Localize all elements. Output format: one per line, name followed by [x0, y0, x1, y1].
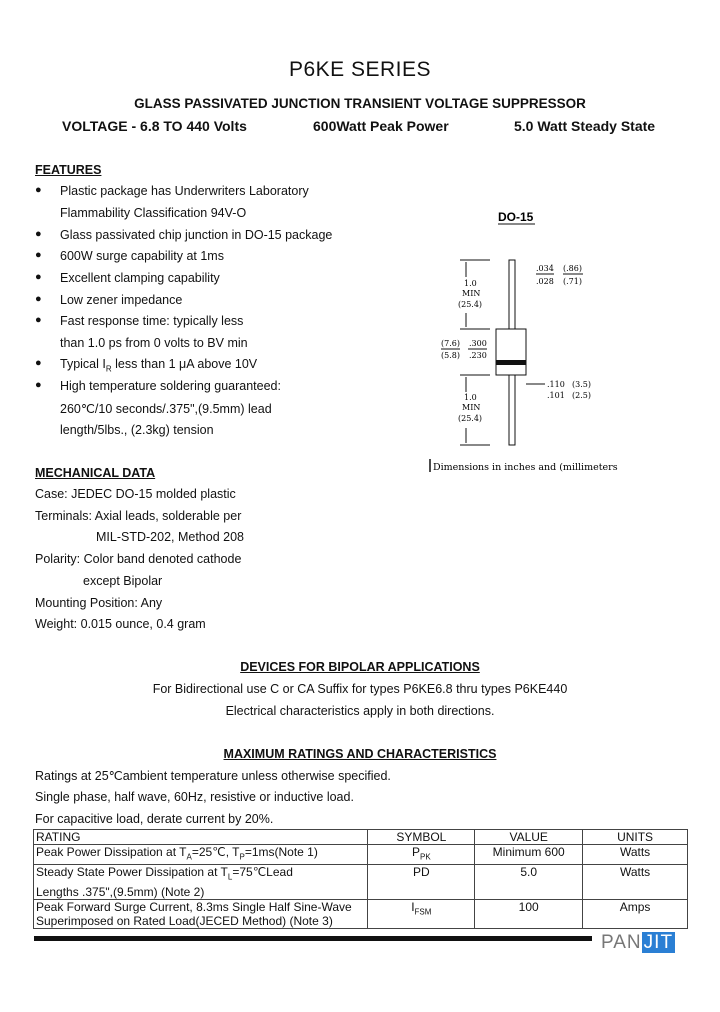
peak-power: 600Watt Peak Power	[313, 118, 449, 134]
feature-item-cont: 260℃/10 seconds/.375",(9.5mm) lead	[60, 402, 272, 416]
bullet-icon: ●	[35, 314, 42, 326]
ratings-note-2: Single phase, half wave, 60Hz, resistive or inductive load.	[35, 790, 354, 804]
units-cell: Watts	[583, 865, 688, 899]
dim-label: MIN	[462, 289, 481, 298]
bullet-icon: ●	[35, 293, 42, 305]
rating-cell: Peak Power Dissipation at $T_A=25℃$, $T_P=1ms(Note$ 1)	[34, 845, 368, 865]
mechanical-heading: MECHANICAL DATA	[35, 466, 156, 480]
dim-label: MIN	[462, 403, 481, 412]
top-lead	[509, 260, 515, 329]
table-row	[34, 845, 688, 865]
bullet-icon: ●	[35, 184, 42, 196]
value-cell: Minimum 600	[475, 845, 583, 865]
feature-item: Typical $I_R$ less than 1 μA above 10V	[60, 357, 258, 374]
dim-label: (25.4)	[458, 300, 483, 309]
units-cell: Amps	[583, 899, 688, 928]
feature-item: High temperature soldering guaranteed:	[60, 379, 281, 393]
bipolar-line-1: For Bidirectional use C or CA Suffix for types P6KE6.8 thru types P6KE440	[152, 682, 568, 696]
dim-label: (.71)	[563, 277, 582, 286]
dim-label: (25.4)	[458, 414, 483, 423]
dim-label: (5.8)	[441, 351, 460, 360]
feature-item: Low zener impedance	[60, 293, 183, 307]
dim-label: 1.0	[464, 279, 477, 288]
symbol-cell: PD	[368, 865, 475, 899]
feature-item-cont: than 1.0 ps from 0 volts to BV min	[60, 336, 248, 350]
ratings-note-3: For capacitive load, derate current by 20%.	[35, 812, 274, 826]
package-label: DO-15	[498, 210, 534, 224]
value-cell: 5.0	[475, 865, 583, 899]
bipolar-heading: DEVICES FOR BIPOLAR APPLICATIONS	[240, 660, 480, 674]
bullet-icon: ●	[35, 249, 42, 261]
ratings-table	[33, 829, 688, 929]
dim-label: (.86)	[563, 264, 582, 273]
value-cell: 100	[475, 899, 583, 928]
footer-rule	[34, 936, 592, 941]
bullet-icon: ●	[35, 228, 42, 240]
feature-item-cont: length/5lbs., (2.3kg) tension	[60, 423, 214, 437]
mech-polarity-cont: except Bipolar	[83, 574, 163, 588]
symbol-cell: $P_{PK}$	[368, 845, 475, 865]
ratings-heading: MAXIMUM RATINGS AND CHARACTERISTICS	[223, 747, 497, 761]
col-header-symbol: SYMBOL	[368, 830, 475, 845]
symbol-cell: $I_{FSM}$	[368, 899, 475, 928]
dim-label: .110	[547, 380, 565, 389]
dim-label: (2.5)	[572, 391, 591, 400]
feature-item: Glass passivated chip junction in DO-15 package	[60, 228, 333, 242]
dim-label: (3.5)	[572, 380, 591, 389]
dim-label: .300	[469, 339, 487, 348]
mech-weight: Weight: 0.015 ounce, 0.4 gram	[35, 617, 206, 631]
ratings-note-1: Ratings at 25℃ambient temperature unless otherwise specified.	[35, 769, 391, 783]
dim-label: 1.0	[464, 393, 477, 402]
mech-mounting: Mounting Position: Any	[35, 596, 163, 610]
col-header-units: UNITS	[583, 830, 688, 845]
features-heading: FEATURES	[35, 163, 102, 177]
bullet-icon: ●	[35, 357, 42, 369]
units-cell: Watts	[583, 845, 688, 865]
bullet-icon: ●	[35, 379, 42, 391]
diode-body	[496, 329, 526, 375]
steady-state: 5.0 Watt Steady State	[514, 118, 656, 134]
dim-label: .028	[536, 277, 554, 286]
dim-label: .034	[536, 264, 554, 273]
bullet-icon: ●	[35, 271, 42, 283]
table-header-row	[34, 830, 688, 845]
table-row	[34, 865, 688, 899]
feature-item: Fast response time: typically less	[60, 314, 244, 328]
panjit-logo: PAN JIT	[601, 932, 674, 953]
mech-polarity: Polarity: Color band denoted cathode	[35, 552, 242, 566]
do15-package-diagram	[420, 200, 630, 480]
rating-cell: Peak Forward Surge Current, 8.3ms Single Half Sine-Wave Superimposed on Rated Load(JECED Method) (Note 3)	[34, 899, 368, 928]
bipolar-line-2: Electrical characteristics apply in both directions.	[225, 704, 495, 718]
dim-label: (7.6)	[441, 339, 460, 348]
col-header-rating: RATING	[34, 830, 368, 845]
feature-item: 600W surge capability at 1ms	[60, 249, 224, 263]
cathode-band	[496, 360, 526, 365]
rating-cell: Steady State Power Dissipation at $T_L=75℃Lead$ Lengths .375",(9.5mm) (Note 2)	[34, 865, 368, 899]
dim-label: .230	[469, 351, 487, 360]
mech-terminals-cont: MIL-STD-202, Method 208	[96, 530, 244, 544]
table-row	[34, 899, 688, 928]
feature-item: Plastic package has Underwriters Laboratory	[60, 184, 309, 198]
col-header-value: VALUE	[475, 830, 583, 845]
page-title: P6KE SERIES	[288, 58, 432, 81]
feature-item: Excellent clamping capability	[60, 271, 220, 285]
mech-terminals: Terminals: Axial leads, solderable per	[35, 509, 242, 523]
feature-item-cont: Flammability Classification 94V-O	[60, 206, 247, 220]
bottom-lead	[509, 375, 515, 445]
dimensions-caption: Dimensions in inches and (millimeters	[433, 462, 618, 473]
dim-label: .101	[547, 391, 565, 400]
voltage-range: VOLTAGE - 6.8 TO 440 Volts	[62, 118, 247, 134]
mech-case: Case: JEDEC DO-15 molded plastic	[35, 487, 236, 501]
page-subtitle: GLASS PASSIVATED JUNCTION TRANSIENT VOLTAGE SUPPRESSOR	[134, 96, 586, 111]
